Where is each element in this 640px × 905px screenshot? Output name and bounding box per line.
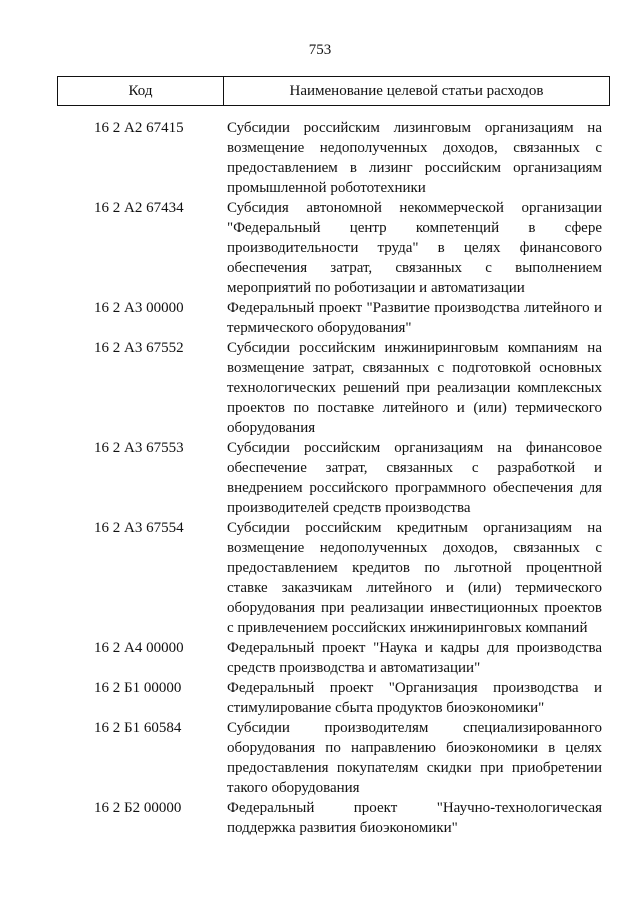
row-code: 16 2 А4 00000 bbox=[94, 640, 184, 656]
table-header bbox=[57, 76, 610, 106]
row-code: 16 2 А3 67552 bbox=[94, 340, 184, 356]
row-name: Субсидии российским лизинговым организациям на возмещение недополученных доходов, связанных с предоставлением в лизинг российским организациям промышленной робототехники bbox=[227, 120, 602, 196]
table-row bbox=[0, 438, 640, 518]
row-name: Субсидии российским организациям на финансовое обеспечение затрат, связанных с разработкой и внедрением российского программного обеспечения для производителей средств производства bbox=[227, 440, 602, 516]
row-code: 16 2 Б1 00000 bbox=[94, 680, 182, 696]
table-row bbox=[0, 518, 640, 638]
table-row bbox=[0, 198, 640, 298]
table-body bbox=[0, 118, 640, 838]
header-code-label: Код bbox=[58, 77, 224, 105]
row-name: Федеральный проект "Наука и кадры для производства средств производства и автоматизации" bbox=[227, 640, 602, 676]
table-row bbox=[0, 338, 640, 438]
row-name: Субсидии российским кредитным организациям на возмещение недополученных доходов, связанных с предоставлением кредитов по льготной процентной ставке заказчикам литейного и (или) термического оборудования при реализации инвестиционных проектов с привлечением российских инжиниринговых компаний bbox=[227, 520, 602, 636]
row-code: 16 2 Б2 00000 bbox=[94, 800, 182, 816]
table-row bbox=[0, 638, 640, 678]
row-code: 16 2 А2 67415 bbox=[94, 120, 184, 136]
row-code: 16 2 Б1 60584 bbox=[94, 720, 182, 736]
row-name: Федеральный проект "Научно-технологическая поддержка развития биоэкономики" bbox=[227, 800, 602, 836]
row-code: 16 2 А3 00000 bbox=[94, 300, 184, 316]
table-row bbox=[0, 678, 640, 718]
row-name: Субсидии российским инжиниринговым компаниям на возмещение затрат, связанных с подготовкой основных технологических решений при реализации комплексных проектов по поставке литейного и (или) термического оборудования bbox=[227, 340, 602, 436]
row-code: 16 2 А3 67554 bbox=[94, 520, 184, 536]
row-name: Субсидия автономной некоммерческой организации "Федеральный центр компетенций в сфере производительности труда" в целях финансового обеспечения затрат, связанных с выполнением мероприятий по роботизации и автоматизации bbox=[227, 200, 602, 296]
row-name: Федеральный проект "Развитие производства литейного и термического оборудования" bbox=[227, 300, 602, 336]
row-name: Субсидии производителям специализированного оборудования по направлению биоэкономики в целях предоставления покупателям скидки при приобретении такого оборудования bbox=[227, 720, 602, 796]
row-code: 16 2 А2 67434 bbox=[94, 200, 184, 216]
table-row bbox=[0, 718, 640, 798]
table-row bbox=[0, 298, 640, 338]
row-name: Федеральный проект "Организация производства и стимулирование сбыта продуктов биоэкономики" bbox=[227, 680, 602, 716]
table-row bbox=[0, 118, 640, 198]
table-row bbox=[0, 798, 640, 838]
row-code: 16 2 А3 67553 bbox=[94, 440, 184, 456]
page-number: 753 bbox=[308, 42, 332, 58]
header-name-label: Наименование целевой статьи расходов bbox=[289, 82, 544, 99]
